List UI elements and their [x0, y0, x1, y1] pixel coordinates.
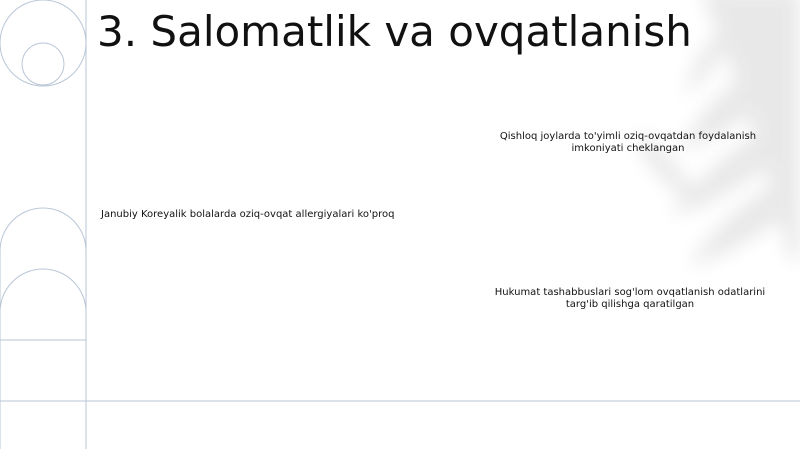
slide-title: 3. Salomatlik va ovqatlanish [97, 7, 692, 56]
lower-arch-shape [0, 269, 86, 340]
text-rural-access: Qishloq joylarda to'yimli oziq-ovqatdan foydalanish imkoniyati cheklangan [499, 131, 757, 154]
upper-arch-shape [0, 208, 86, 251]
text-allergies: Janubiy Koreyalik bolalarda oziq-ovqat allergiyalari ko'proq [101, 209, 395, 220]
text-government-initiatives: Hukumat tashabbuslari sog'lom ovqatlanish odatlarini targ'ib qilishga qaratilgan [494, 287, 766, 310]
small-circle-shape [22, 43, 64, 85]
